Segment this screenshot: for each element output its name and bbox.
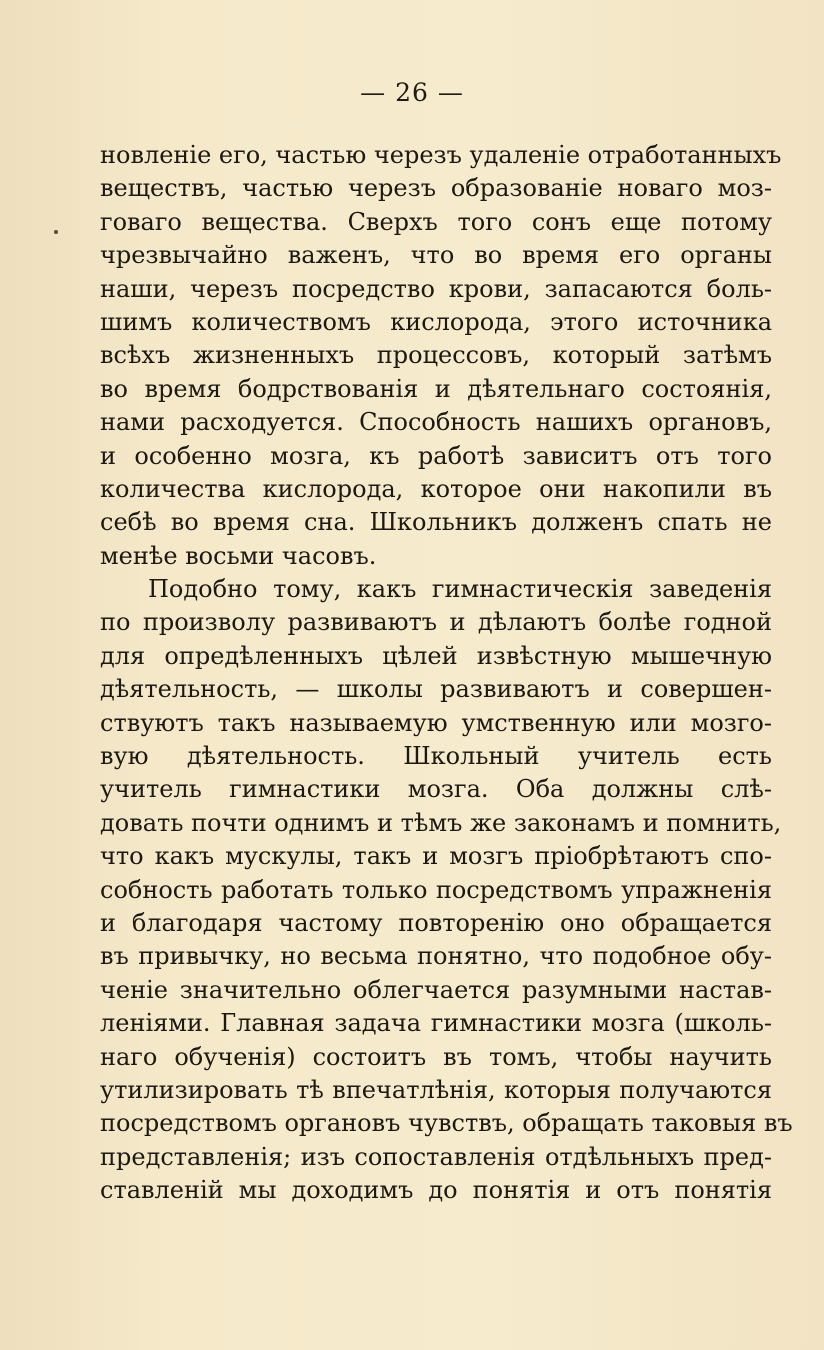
text-line: посредствомъ органовъ чувствъ, обращать таковыя въ <box>100 1109 793 1138</box>
text-line: количества кислорода, которое они накопили въ <box>100 474 772 503</box>
text-line: для опредѣленныхъ цѣлей извѣстную мышечную <box>100 641 772 670</box>
text-line: во время бодрствованія и дѣятельнаго состоянія, <box>100 374 772 403</box>
page-number: — 26 — <box>360 78 464 107</box>
text-line: наши, черезъ посредство крови, запасаются боль- <box>100 274 772 303</box>
text-line: нами расходуется. Способность нашихъ органовъ, <box>100 408 772 437</box>
text-line: представленія; изъ сопоставленія отдѣльныхъ пред- <box>100 1142 772 1171</box>
text-line: довать почти однимъ и тѣмъ же законамъ и помнить, <box>100 808 782 837</box>
text-line: по произволу развиваютъ и дѣлаютъ болѣе годной <box>100 608 772 637</box>
text-line: ставленій мы доходимъ до понятія и отъ понятія <box>100 1176 772 1205</box>
text-line: дѣятельность, — школы развиваютъ и совершен- <box>100 675 772 704</box>
text-line: веществъ, частью черезъ образованіе новаго моз- <box>100 174 772 203</box>
text-line: ствуютъ такъ называемую умственную или мозго- <box>100 708 772 737</box>
text-line: леніями. Главная задача гимнастики мозга (школь- <box>100 1009 772 1038</box>
text-line: собность работать только посредствомъ упражненія <box>100 875 772 904</box>
text-line: шимъ количествомъ кислорода, этого источника <box>100 307 772 336</box>
ink-speck <box>54 230 58 234</box>
text-line: въ привычку, но весьма понятно, что подобное обу- <box>100 942 772 971</box>
paragraph <box>100 139 782 573</box>
text-line: говаго вещества. Сверхъ того сонъ еще потому <box>100 207 772 236</box>
text-line: новленіе его, частью черезъ удаленіе отработанныхъ <box>100 141 782 169</box>
text-line: чрезвычайно важенъ, что во время его органы <box>100 241 772 270</box>
text-line: менѣе восьми часовъ. <box>100 541 377 570</box>
text-line: вую дѣятельность. Школьный учитель есть <box>100 742 772 771</box>
paragraph <box>100 573 793 1207</box>
text-line: и благодаря частому повторенію оно обращается <box>100 908 772 937</box>
text-line: себѣ во время сна. Школьникъ долженъ спать не <box>100 508 772 537</box>
text-line: наго обученія) состоитъ въ томъ, чтобы научить <box>100 1042 772 1071</box>
text-line: всѣхъ жизненныхъ процессовъ, который затѣмъ <box>100 341 772 370</box>
body-text <box>100 139 793 1208</box>
text-line: учитель гимнастики мозга. Оба должны слѣ- <box>100 775 772 804</box>
text-line: Подобно тому, какъ гимнастическія заведенія <box>148 575 772 604</box>
text-line: утилизировать тѣ впечатлѣнія, которыя получаются <box>100 1075 772 1104</box>
text-line: ченіе значительно облегчается разумными настав- <box>100 975 772 1004</box>
text-line: что какъ мускулы, такъ и мозгъ пріобрѣтаютъ спо- <box>100 842 772 871</box>
text-line: и особенно мозга, къ работѣ зависитъ отъ того <box>100 441 772 470</box>
